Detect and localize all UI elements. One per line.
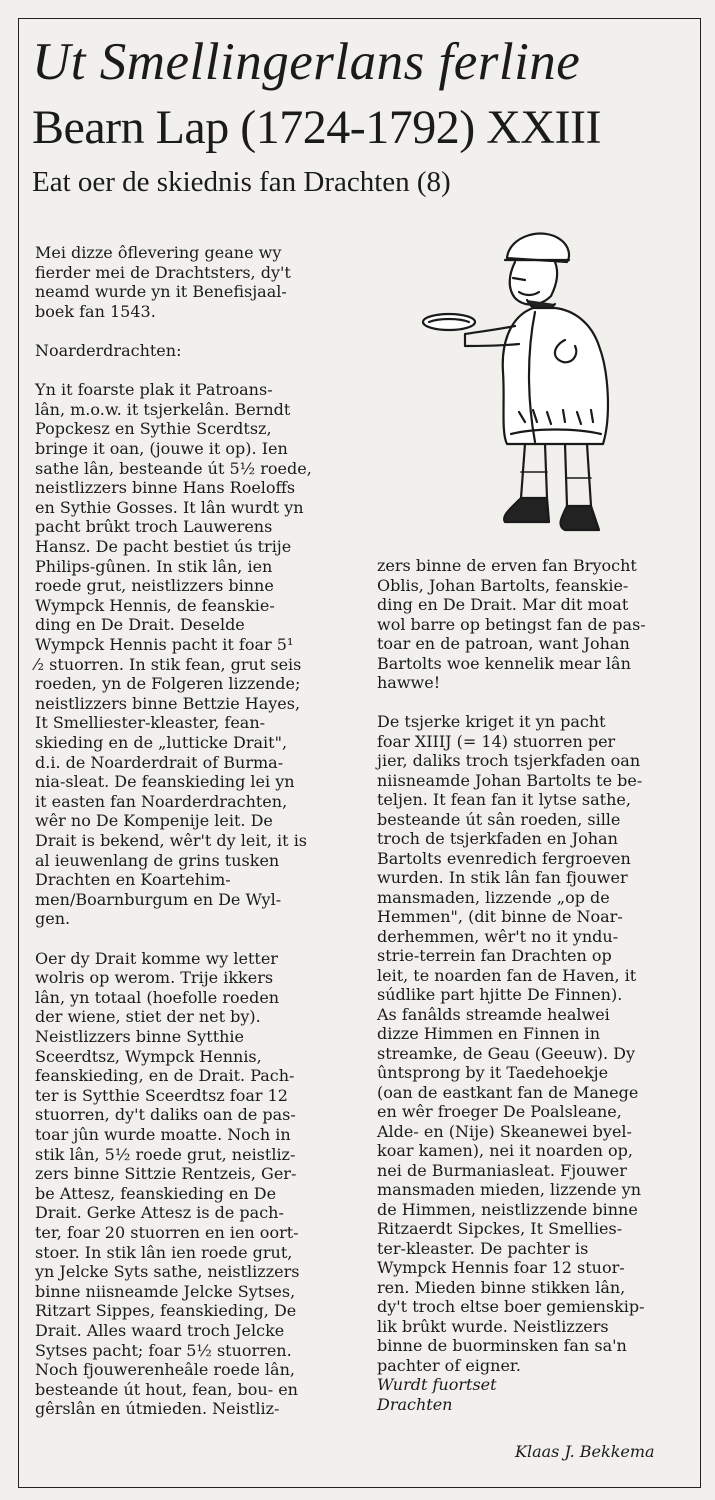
left-column-line: wêr no De Kompenije leit. De [35, 811, 273, 831]
left-column-line: lân, yn totaal (hoefolle roeden [35, 987, 280, 1007]
left-column-line: Drait. Gerke Attesz is de pach- [35, 1203, 284, 1223]
left-column-line: roeden, yn de Folgeren lizzende; [35, 674, 301, 694]
left-column-line: ter is Sytthie Sceerdtsz foar 12 [35, 1085, 288, 1105]
left-column-line: Philips-gûnen. In stik lân, ien [35, 556, 273, 576]
left-column-line: en Sythie Gosses. It lân wurdt yn [35, 497, 304, 517]
left-column-line: feanskieding, en de Drait. Pach- [35, 1066, 295, 1086]
left-column-line: Oer dy Drait komme wy letter [35, 948, 278, 968]
right-column-line: Alde- en (Nije) Skeanewei byel- [377, 1121, 632, 1141]
left-column-line: It Smelliester-kleaster, fean- [35, 713, 266, 733]
right-column-line: pachter of eigner. [377, 1355, 521, 1375]
right-column-line: hawwe! [377, 673, 441, 692]
right-column-line: binne de buorminsken fan sa'n [377, 1336, 627, 1355]
series-title: Ut Smellingerlans ferline [32, 33, 581, 91]
right-column-line: wurden. In stik lân fan fjouwer [377, 868, 628, 887]
right-column-line: leit, te noarden fan de Haven, it [377, 965, 637, 985]
right-column-line: ter-kleaster. De pachter is [377, 1238, 589, 1258]
right-column-line: zers binne de erven fan Bryocht [377, 556, 637, 575]
left-column-line: Mei dizze ôflevering geane wy [35, 243, 282, 262]
left-column-line: stuorren, dy't daliks oan de pas- [35, 1105, 296, 1125]
right-column-line: (oan de eastkant fan de Manege [377, 1082, 639, 1102]
left-column-line: neistlizzers binne Bettzie Hayes, [35, 693, 301, 713]
left-column-line: wolris op werom. Trije ikkers [35, 968, 274, 988]
right-column-line: Bartolts woe kennelik mear lân [377, 653, 631, 673]
left-column-line: zers binne Sittzie Rentzeis, Ger- [35, 1164, 297, 1184]
left-column-line: boek fan 1543. [35, 301, 156, 321]
right-column-line: Hemmen", (dit binne de Noar- [377, 907, 623, 926]
left-column-line: fierder mei de Drachtsters, dy't [35, 262, 291, 282]
left-column-line: skieding en de „lutticke Drait", [35, 733, 288, 752]
right-column-line: ding en De Drait. Mar dit moat [377, 595, 629, 614]
left-column-line: Noarderdrachten: [35, 341, 182, 360]
left-column-line: stik lân, 5½ roede grut, neistliz- [35, 1144, 296, 1164]
left-column-line: bringe it oan, (jouwe it op). Ien [35, 439, 288, 458]
left-column-line: Drait is bekend, wêr't dy leit, it is [35, 831, 308, 850]
left-column-line: Hansz. De pacht bestiet ús trije [35, 537, 292, 556]
right-column-line: foar XIIIJ (= 14) stuorren per [377, 731, 616, 751]
left-column-line: Popckesz en Sythie Scerdtsz, [35, 419, 272, 439]
left-column-line: Drachten en Koartehim- [35, 870, 231, 890]
left-column-line: Neistlizzers binne Sytthie [35, 1027, 245, 1046]
right-column-line: Bartolts evenredich fergroeven [377, 848, 631, 868]
left-column-line: toar jûn wurde moatte. Noch in [35, 1125, 291, 1144]
right-column-line: streamke, de Geau (Geeuw). Dy [377, 1043, 636, 1063]
left-column-line: pacht brûkt troch Lauwerens [35, 517, 273, 537]
left-column-line: Sytses pacht; foar 5½ stuorren. [35, 1340, 292, 1360]
right-column-line: nei de Burmaniasleat. Fjouwer [377, 1160, 627, 1180]
left-column-line: ⁄₂ stuorren. In stik fean, grut seis [35, 654, 302, 674]
left-column-line: gêrslân en útmieden. Neistliz- [35, 1399, 280, 1419]
right-column-line: dy't troch eltse boer gemienskip- [377, 1297, 645, 1316]
left-column-line: al ieuwenlang de grins tusken [35, 850, 280, 870]
right-column-line: Wympck Hennis foar 12 stuor- [377, 1258, 625, 1277]
left-column-line: ter, foar 20 stuorren en ien oort- [35, 1223, 299, 1242]
right-column-line: derhemmen, wêr't no it yndu- [377, 926, 619, 946]
right-column-line: lik brûkt wurde. Neistlizzers [377, 1316, 609, 1336]
left-column-line: it easten fan Noarderdrachten, [35, 791, 288, 811]
right-column-line: Drachten [377, 1394, 453, 1414]
left-column-line: Drait. Alles waard troch Jelcke [35, 1321, 285, 1340]
left-column-line: Ritzart Sippes, feanskieding, De [35, 1301, 297, 1321]
right-column-line: besteande út sân roeden, sille [377, 809, 621, 829]
left-column-line: neistlizzers binne Hans Roeloffs [35, 478, 296, 498]
man-with-bread-illustration [415, 222, 625, 537]
right-column-line: De tsjerke kriget it yn pacht [377, 712, 606, 731]
right-column-line: strie-terrein fan Drachten op [377, 946, 612, 965]
left-column-line: d.i. de Noarderdrait of Burma- [35, 752, 284, 772]
left-column-line: Wympck Hennis, de feanskie- [35, 595, 275, 615]
left-column-line: Sceerdtsz, Wympck Hennis, [35, 1046, 262, 1066]
right-column-line: mansmaden, lizzende „op de [377, 887, 610, 907]
right-column-line: Wurdt fuortset [377, 1375, 497, 1394]
right-column-line: mansmaden mieden, lizzende yn [377, 1180, 641, 1199]
left-column-line: men/Boarnburgum en De Wyl- [35, 889, 282, 909]
left-column-line: binne niisneamde Jelcke Sytses, [35, 1281, 296, 1301]
right-column-line: de Himmen, neistlizzende binne [377, 1199, 638, 1219]
left-column-line: der wiene, stiet der net by). [35, 1007, 261, 1027]
left-column-line: ding en De Drait. Deselde [35, 615, 245, 635]
right-column-line: koar kamen), nei it noarden op, [377, 1141, 633, 1160]
left-column-line: Noch fjouwerenheâle roede lân, [35, 1360, 295, 1380]
right-column-line: Oblis, Johan Bartolts, feanskie- [377, 575, 629, 595]
right-column-line: Ritzaerdt Sipckes, It Smellies- [377, 1219, 623, 1238]
article-title: Bearn Lap (1724-1792) XXIII [32, 101, 601, 154]
left-column-line: Wympck Hennis pacht it foar 5¹ [35, 635, 294, 654]
left-column-line: nia-sleat. De feanskieding lei yn [35, 772, 295, 792]
right-column-line: jier, daliks troch tsjerkfaden oan [377, 751, 641, 770]
right-column-line: ûntsprong by it Taedehoekje [377, 1063, 609, 1082]
right-column-line: dizze Himmen en Finnen in [377, 1024, 601, 1043]
right-column-line: toar en de patroan, want Johan [377, 634, 630, 653]
right-column-line: As fanâlds streamde healwei [377, 1004, 610, 1024]
right-column-line: niisneamde Johan Bartolts te be- [377, 770, 643, 790]
left-column-line: Yn it foarste plak it Patroans- [35, 380, 273, 400]
author-signature: Klaas J. Bekkema [515, 1442, 655, 1461]
right-column-line: en wêr froeger De Poalsleane, [377, 1102, 622, 1121]
left-column-line: neamd wurde yn it Benefisjaal- [35, 282, 287, 302]
right-column-line: ren. Mieden binne stikken lân, [377, 1277, 626, 1297]
left-column-line: yn Jelcke Syts sathe, neistlizzers [35, 1262, 300, 1282]
left-column-line: sathe lân, besteande út 5½ roede, [35, 458, 312, 478]
right-column-line: teljen. It fean fan it lytse sathe, [377, 790, 631, 809]
left-column-line: gen. [35, 909, 71, 929]
right-column-line: wol barre op betingst fan de pas- [377, 614, 646, 634]
right-column-line: súdlike part hjitte De Finnen). [377, 985, 623, 1004]
left-column-line: besteande út hout, fean, bou- en [35, 1379, 298, 1399]
right-column-line: troch de tsjerkfaden en Johan [377, 829, 618, 848]
left-column-line: be Attesz, feanskieding en De [35, 1183, 277, 1203]
left-column-line: lân, m.o.w. it tsjerkelân. Berndt [35, 399, 291, 419]
left-column-line: roede grut, neistlizzers binne [35, 576, 274, 596]
left-column-line: stoer. In stik lân ien roede grut, [35, 1242, 293, 1262]
article-subtitle: Eat oer de skiednis fan Drachten (8) [32, 166, 451, 198]
